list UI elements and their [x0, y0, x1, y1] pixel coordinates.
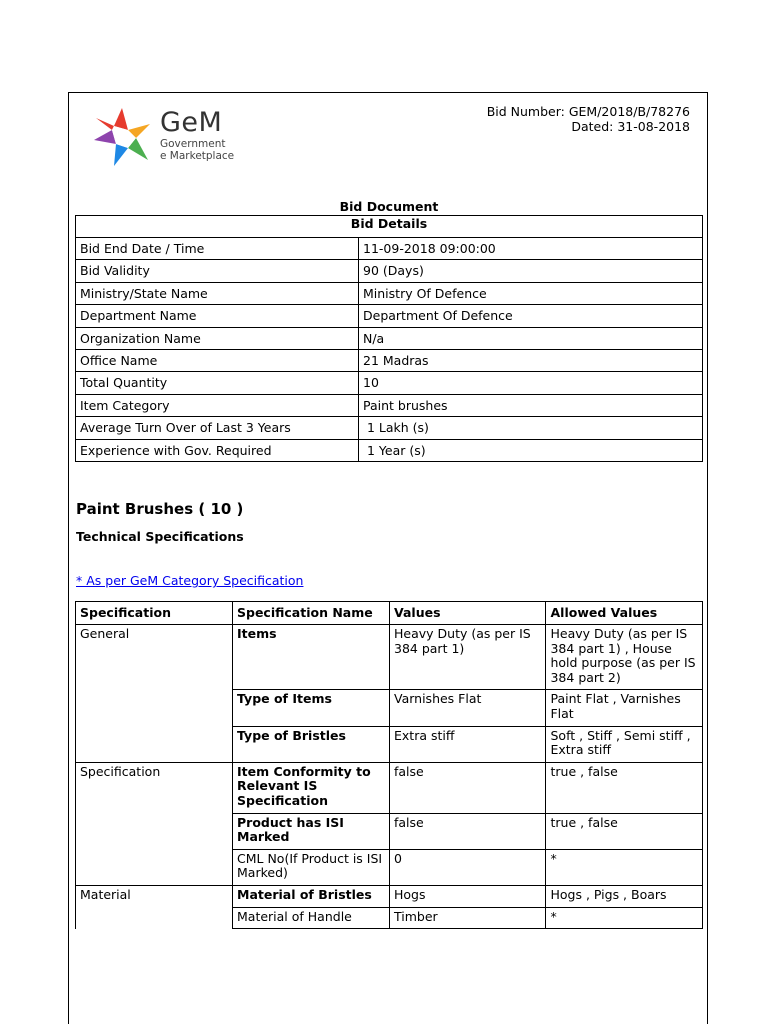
bid-detail-label: Department Name	[76, 305, 359, 327]
spec-allowed-values: true , false	[546, 813, 703, 849]
specification-table-header	[76, 602, 703, 625]
spec-allowed-values: Paint Flat , Varnishes Flat	[546, 690, 703, 726]
bid-detail-row	[76, 282, 703, 304]
bid-detail-label: Average Turn Over of Last 3 Years	[76, 417, 359, 439]
bid-detail-value: N/a	[359, 327, 703, 349]
bid-detail-value: 90 (Days)	[359, 260, 703, 282]
spec-allowed-values: Soft , Stiff , Semi stiff , Extra stiff	[546, 726, 703, 762]
bid-detail-row	[76, 372, 703, 394]
spec-value: Varnishes Flat	[390, 690, 546, 726]
bid-detail-row	[76, 305, 703, 327]
spec-row	[76, 690, 703, 726]
spec-name: Type of Bristles	[233, 726, 390, 762]
specification-table-body	[76, 625, 703, 929]
bid-detail-row	[76, 327, 703, 349]
bid-detail-label: Office Name	[76, 349, 359, 371]
bid-detail-row	[76, 394, 703, 416]
spec-allowed-values: *	[546, 849, 703, 885]
bid-number: Bid Number: GEM/2018/B/78276	[486, 104, 690, 119]
logo-line2: e Marketplace	[160, 150, 235, 162]
bid-detail-value: Department Of Defence	[359, 305, 703, 327]
spec-name: Type of Items	[233, 690, 390, 726]
bid-details-heading: Bid Details	[76, 216, 703, 238]
spec-column-header: Specification	[76, 602, 233, 625]
bid-detail-value: 21 Madras	[359, 349, 703, 371]
bid-detail-label: Organization Name	[76, 327, 359, 349]
spec-column-header: Allowed Values	[546, 602, 703, 625]
spec-name: Material of Handle	[233, 907, 390, 929]
spec-group-cell	[76, 690, 233, 726]
spec-allowed-values: Heavy Duty (as per IS 384 part 1) , House hold purpose (as per IS 384 part 2)	[546, 625, 703, 690]
spec-row	[76, 625, 703, 690]
document-title: Bid Document	[339, 199, 439, 214]
bid-detail-label: Bid Validity	[76, 260, 359, 282]
spec-value: Hogs	[390, 885, 546, 907]
logo-line1: Government	[160, 138, 226, 150]
spec-value: Heavy Duty (as per IS 384 part 1)	[390, 625, 546, 690]
spec-row	[76, 907, 703, 929]
spec-value: Extra stiff	[390, 726, 546, 762]
spec-name: Material of Bristles	[233, 885, 390, 907]
category-specification-link[interactable]: * As per GeM Category Specification	[76, 573, 304, 588]
specification-table	[75, 601, 703, 929]
product-title: Paint Brushes ( 10 )	[76, 500, 244, 518]
spec-group-cell: Material	[76, 885, 233, 907]
bid-detail-row	[76, 349, 703, 371]
bid-details-table	[75, 215, 703, 462]
logo-name: GeM	[160, 107, 223, 138]
spec-value: false	[390, 762, 546, 813]
spec-group-cell	[76, 726, 233, 762]
spec-row	[76, 885, 703, 907]
bid-detail-value: 1 Lakh (s)	[359, 417, 703, 439]
spec-allowed-values: Hogs , Pigs , Boars	[546, 885, 703, 907]
spec-group-cell: General	[76, 625, 233, 690]
spec-row	[76, 762, 703, 813]
spec-row	[76, 813, 703, 849]
spec-group-cell: Specification	[76, 762, 233, 813]
bid-detail-label: Ministry/State Name	[76, 282, 359, 304]
logo-text	[160, 108, 234, 162]
bid-detail-value: 10	[359, 372, 703, 394]
bid-detail-row	[76, 238, 703, 260]
spec-name: CML No(If Product is ISI Marked)	[233, 849, 390, 885]
spec-group-cell	[76, 849, 233, 885]
bid-detail-value: Ministry Of Defence	[359, 282, 703, 304]
spec-group-cell	[76, 907, 233, 929]
gem-logo-icon	[92, 104, 162, 168]
spec-row	[76, 849, 703, 885]
spec-name: Items	[233, 625, 390, 690]
spec-group-cell	[76, 813, 233, 849]
spec-value: false	[390, 813, 546, 849]
bid-detail-label: Experience with Gov. Required	[76, 439, 359, 461]
spec-column-header: Specification Name	[233, 602, 390, 625]
spec-column-header: Values	[390, 602, 546, 625]
spec-value: Timber	[390, 907, 546, 929]
bid-date: Dated: 31-08-2018	[571, 119, 690, 134]
bid-detail-value: 11-09-2018 09:00:00	[359, 238, 703, 260]
bid-detail-row	[76, 439, 703, 461]
bid-detail-row	[76, 260, 703, 282]
bid-detail-label: Item Category	[76, 394, 359, 416]
spec-row	[76, 726, 703, 762]
spec-allowed-values: true , false	[546, 762, 703, 813]
spec-allowed-values: *	[546, 907, 703, 929]
bid-detail-value: Paint brushes	[359, 394, 703, 416]
spec-value: 0	[390, 849, 546, 885]
bid-detail-value: 1 Year (s)	[359, 439, 703, 461]
spec-name: Item Conformity to Relevant IS Specification	[233, 762, 390, 813]
bid-info	[487, 104, 690, 134]
bid-detail-label: Total Quantity	[76, 372, 359, 394]
technical-specifications-title: Technical Specifications	[76, 529, 244, 544]
spec-name: Product has ISI Marked	[233, 813, 390, 849]
bid-details-body	[76, 238, 703, 462]
bid-detail-row	[76, 417, 703, 439]
bid-detail-label: Bid End Date / Time	[76, 238, 359, 260]
